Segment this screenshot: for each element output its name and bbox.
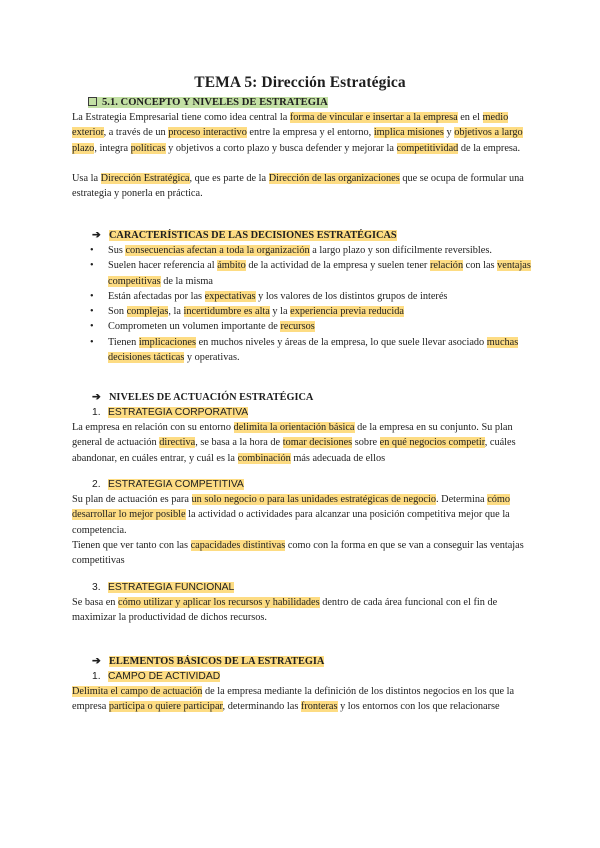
corporate-subheading-text: ESTRATEGIA CORPORATIVA xyxy=(108,407,249,418)
text-run: entre la empresa y el entorno, xyxy=(246,127,374,139)
highlighted-text: experiencia previa reducida xyxy=(290,306,404,318)
highlighted-text: Dirección Estratégica xyxy=(100,173,190,184)
functional-subheading-text: ESTRATEGIA FUNCIONAL xyxy=(108,582,235,593)
highlighted-text: complejas xyxy=(126,306,169,318)
text-run: . Determina xyxy=(436,494,488,505)
list-item xyxy=(90,319,535,334)
levels-heading-text: NIVELES DE ACTUACIÓN ESTRATÉGICA xyxy=(109,392,314,403)
text-run: de la misma xyxy=(160,275,213,287)
text-run: , cuáles abandonar, en cuáles entrar, y cuál es la xyxy=(72,437,516,464)
text-run: Usa la xyxy=(72,173,101,184)
arrow-right-icon: ➔ xyxy=(92,656,101,667)
highlighted-text: cómo utilizar y aplicar los recursos y habilidades xyxy=(118,597,320,608)
highlighted-text: fronteras xyxy=(300,701,338,713)
highlighted-text: participa o quiere participar xyxy=(108,701,223,713)
text-run: de la actividad de la empresa y suelen tener xyxy=(245,260,430,272)
text-run: en muchos niveles y áreas de la empresa, lo que suele llevar asociado xyxy=(196,336,487,348)
text-run: de la empresa. xyxy=(458,142,521,154)
highlighted-text: cómo desarrollar lo mejor posible xyxy=(72,494,511,521)
text-run: Suelen hacer referencia al xyxy=(108,260,218,272)
highlighted-text: directiva xyxy=(159,437,196,449)
text-run: de la empresa en su conjunto. Su plan general de actuación xyxy=(72,422,513,449)
levels-heading xyxy=(92,390,313,405)
text-run: y operativas. xyxy=(184,352,240,364)
text-run: más adecuada de ellos xyxy=(290,452,386,464)
highlighted-text: consecuencias afectan a toda la organización xyxy=(125,245,310,256)
text-run: , integra xyxy=(94,142,131,154)
text-run: y la xyxy=(269,306,291,318)
text-run: de la empresa mediante la definición de los distintos negocios en los que la empresa xyxy=(72,686,515,713)
highlighted-text: ventajas competitivas xyxy=(108,260,531,287)
characteristics-heading xyxy=(92,228,397,243)
field-subheading-text: CAMPO DE ACTIVIDAD xyxy=(108,671,221,682)
highlighted-text: políticas xyxy=(130,142,166,154)
highlighted-text: proceso interactivo xyxy=(168,127,247,139)
highlighted-text: un solo negocio o para las unidades estratégicas de negocio xyxy=(191,494,436,505)
highlighted-text: implica misiones xyxy=(373,127,444,139)
text-run: dentro de cada área funcional con el fin de maximizar la productividad de dichos recursos. xyxy=(72,597,498,624)
text-run: como con la forma en que se van a conseguir las ventajas competitivas xyxy=(72,540,524,567)
text-run: y objetivos a corto plazo y busca defender y mejorar la xyxy=(165,142,397,154)
highlighted-text: implicaciones xyxy=(138,336,196,348)
arrow-right-icon: ➔ xyxy=(92,230,101,241)
highlighted-text: expectativas xyxy=(204,290,256,302)
highlighted-text: relación xyxy=(429,260,464,272)
highlighted-text: recursos xyxy=(280,321,315,333)
highlighted-text: ámbito xyxy=(217,260,246,272)
text-run: Tienen xyxy=(108,336,139,348)
text-run: que se ocupa de formular una estrategia y ponerla en práctica. xyxy=(72,173,524,200)
text-run: con las xyxy=(463,260,498,272)
text-run: Su plan de actuación es para xyxy=(72,494,192,505)
checkbox-icon[interactable] xyxy=(88,97,97,106)
text-run: Están afectadas por las xyxy=(108,290,205,302)
list-item xyxy=(90,304,535,319)
highlighted-text: incertidumbre es alta xyxy=(183,306,270,318)
highlighted-text: tomar decisiones xyxy=(282,437,353,449)
functional-paragraph xyxy=(72,595,530,626)
list-item xyxy=(90,335,535,366)
highlighted-text: delimita la orientación básica xyxy=(233,422,355,433)
text-run: Comprometen un volumen importante de xyxy=(108,321,281,333)
section-heading xyxy=(88,95,328,110)
functional-subheading: 3. ESTRATEGIA FUNCIONAL xyxy=(92,582,235,593)
highlighted-text: en qué negocios competir xyxy=(379,437,485,449)
list-item xyxy=(90,258,535,289)
text-run: Se basa en xyxy=(72,597,119,608)
highlighted-text: Dirección de las organizaciones xyxy=(268,173,400,184)
text-run: , se basa a la hora de xyxy=(195,437,283,449)
highlighted-text: combinación xyxy=(237,452,291,464)
text-run: La Estrategia Empresarial tiene como idea central la xyxy=(72,112,290,123)
field-paragraph xyxy=(72,684,530,715)
highlighted-text: competitividad xyxy=(396,142,459,154)
corporate-subheading: 1. ESTRATEGIA CORPORATIVA xyxy=(92,407,249,418)
field-subheading: 1. CAMPO DE ACTIVIDAD xyxy=(92,671,221,682)
text-run: Sus xyxy=(108,245,126,256)
highlighted-text: Delimita el campo de actuación xyxy=(72,686,203,697)
highlighted-text: capacidades distintivas xyxy=(190,540,286,551)
text-run: y los entornos con los que relacionarse xyxy=(337,701,500,713)
competitive-subheading-text: ESTRATEGIA COMPETITIVA xyxy=(108,479,244,490)
corporate-paragraph xyxy=(72,420,530,466)
competitive-paragraph-2 xyxy=(72,538,530,569)
text-run: , determinando las xyxy=(222,701,301,713)
text-run: Son xyxy=(108,306,127,318)
intro-paragraph xyxy=(72,110,530,156)
text-run: la actividad o actividades para alcanzar una posición competitiva mejor que la competencia. xyxy=(72,509,510,536)
text-run: en el xyxy=(457,112,483,123)
elements-heading xyxy=(92,654,324,669)
highlighted-text: forma de vincular e insertar a la empresa xyxy=(289,112,458,123)
competitive-subheading: 2. ESTRATEGIA COMPETITIVA xyxy=(92,479,244,490)
arrow-right-icon: ➔ xyxy=(92,392,101,403)
characteristics-heading-text: CARACTERÍSTICAS DE LAS DECISIONES ESTRATÉGICAS xyxy=(109,230,397,241)
competitive-paragraph xyxy=(72,492,530,538)
text-run: y los valores de los distintos grupos de interés xyxy=(255,290,448,302)
section-heading-text: 5.1. CONCEPTO Y NIVELES DE ESTRATEGIA xyxy=(102,97,328,108)
highlighted-text: objetivos a largo plazo xyxy=(72,127,523,154)
text-run: , a través de un xyxy=(103,127,169,139)
highlighted-text: medio exterior xyxy=(72,112,509,139)
list-item xyxy=(90,289,535,304)
highlighted-text: muchas decisiones tácticas xyxy=(108,336,519,364)
text-run: , que es parte de la xyxy=(189,173,269,184)
document-title: TEMA 5: Dirección Estratégica xyxy=(194,74,406,91)
characteristics-list xyxy=(90,243,535,365)
elements-heading-text: ELEMENTOS BÁSICOS DE LA ESTRATEGIA xyxy=(109,656,325,667)
list-item xyxy=(90,243,535,258)
text-run: y xyxy=(443,127,455,139)
text-run: , la xyxy=(168,306,184,318)
text-run: sobre xyxy=(352,437,380,449)
intro-paragraph-2 xyxy=(72,171,530,202)
text-run: La empresa en relación con su entorno xyxy=(72,422,234,433)
text-run: a largo plazo y son difícilmente reversibles. xyxy=(309,245,492,256)
text-run: Tienen que ver tanto con las xyxy=(72,540,191,551)
